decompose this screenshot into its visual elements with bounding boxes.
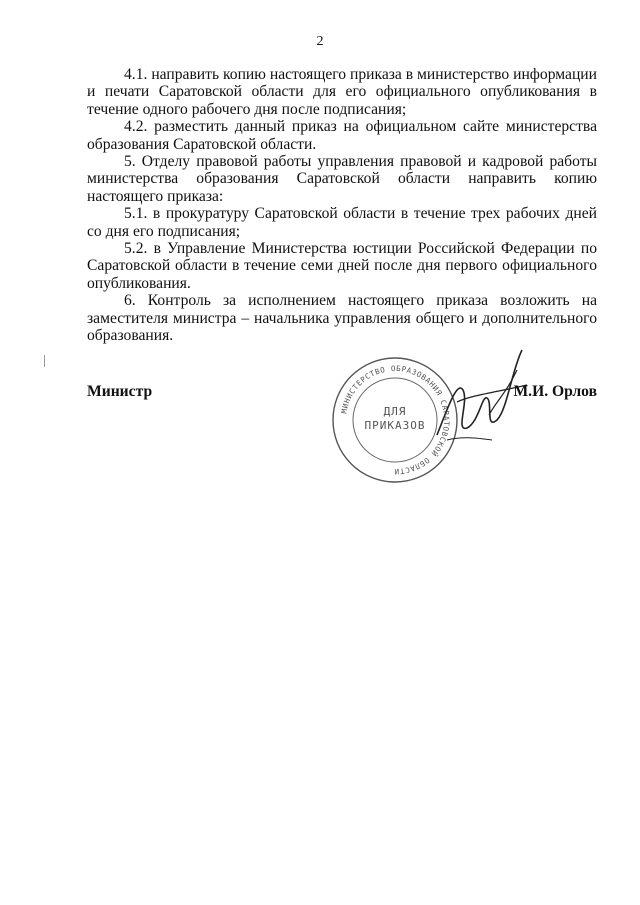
paragraph-4-1: 4.1. направить копию настоящего приказа в министерство информации и печати Саратовской области для его официального опубликования в течение одного рабочего дня после подписания;	[87, 66, 597, 118]
margin-mark	[44, 355, 45, 367]
seal-center-line-2: ПРИКАЗОВ	[364, 419, 426, 432]
paragraph-5: 5. Отделу правовой работы управления правовой и кадровой работы министерства образования Саратовской области направить копию настоящего приказа:	[87, 153, 597, 205]
paragraph-5-1: 5.1. в прокуратуру Саратовской области в течение трех рабочих дней со дня его подписания;	[87, 205, 597, 240]
signer-title: Министр	[87, 383, 153, 400]
signature-block	[87, 363, 597, 490]
page-number: 2	[316, 34, 324, 49]
document-body	[87, 66, 597, 345]
paragraph-5-2: 5.2. в Управление Министерства юстиции Российской Федерации по Саратовской области в течение семи дней после дня первого официального опубликования.	[87, 240, 597, 292]
signer-name: М.И. Орлов	[513, 383, 597, 400]
paragraph-6: 6. Контроль за исполнением настоящего приказа возложить на заместителя министра – начальника управления общего и дополнительного образования.	[87, 292, 597, 345]
seal-ring-text: МИНИСТЕРСТВО ОБРАЗОВАНИЯ САРАТОВСКОЙ ОБЛАСТИ	[339, 363, 452, 477]
paragraph-4-2: 4.2. разместить данный приказ на официальном сайте министерства образования Саратовской области.	[87, 118, 597, 153]
seal-center-line-1: ДЛЯ	[383, 405, 407, 418]
